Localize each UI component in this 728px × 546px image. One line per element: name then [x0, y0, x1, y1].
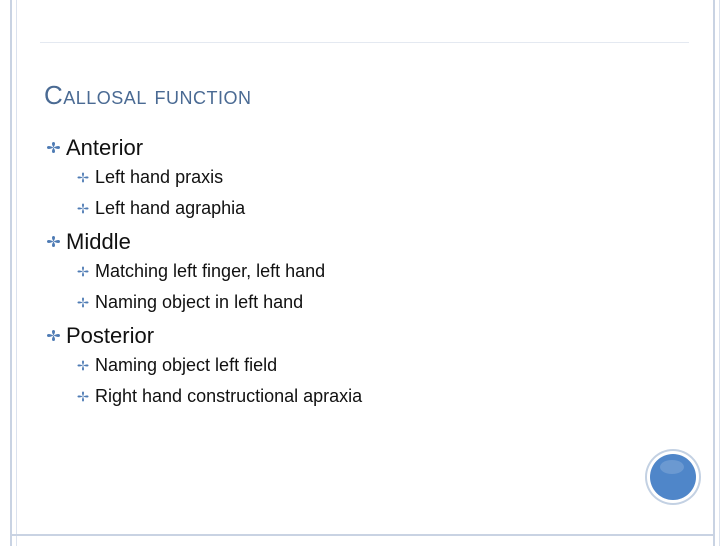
list-item-text: Naming object in left hand [95, 292, 304, 312]
bullet-item-level1 [44, 133, 664, 162]
fleuron-bullet-icon [45, 321, 61, 350]
bullet-item-level2 [44, 350, 664, 381]
frame-left-inner-line [16, 0, 17, 546]
bullet-item-level2 [44, 287, 664, 318]
diamond-bullet-icon [76, 350, 89, 381]
bullet-item-level2 [44, 381, 664, 412]
bullet-list [44, 133, 664, 412]
bullet-item-level1 [44, 321, 664, 350]
diamond-bullet-icon [76, 381, 89, 412]
bullet-item-level2 [44, 162, 664, 193]
list-item-text: Right hand constructional apraxia [95, 386, 363, 406]
bullet-item-level2 [44, 256, 664, 287]
frame-left-line [10, 0, 12, 546]
bullet-item-level1 [44, 227, 664, 256]
section-label: Posterior [66, 323, 155, 348]
diamond-bullet-icon [76, 162, 89, 193]
list-item-text: Left hand praxis [95, 167, 224, 187]
fleuron-bullet-icon [45, 133, 61, 162]
bullet-item-level2 [44, 193, 664, 224]
section-label: Middle [66, 229, 131, 254]
frame-bottom-line [10, 534, 715, 536]
frame-right-inner-line [719, 0, 720, 546]
diamond-bullet-icon [76, 256, 89, 287]
list-item-text: Left hand agraphia [95, 198, 246, 218]
list-item-text: Matching left finger, left hand [95, 261, 326, 281]
title-rule [40, 42, 689, 43]
frame-right-line [713, 0, 715, 546]
list-item-text: Naming object left field [95, 355, 278, 375]
section-label: Anterior [66, 135, 144, 160]
fleuron-bullet-icon [45, 227, 61, 256]
diamond-bullet-icon [76, 287, 89, 318]
slide-title: Callosal function [44, 80, 252, 110]
orb-highlight [660, 460, 684, 474]
diamond-bullet-icon [76, 193, 89, 224]
